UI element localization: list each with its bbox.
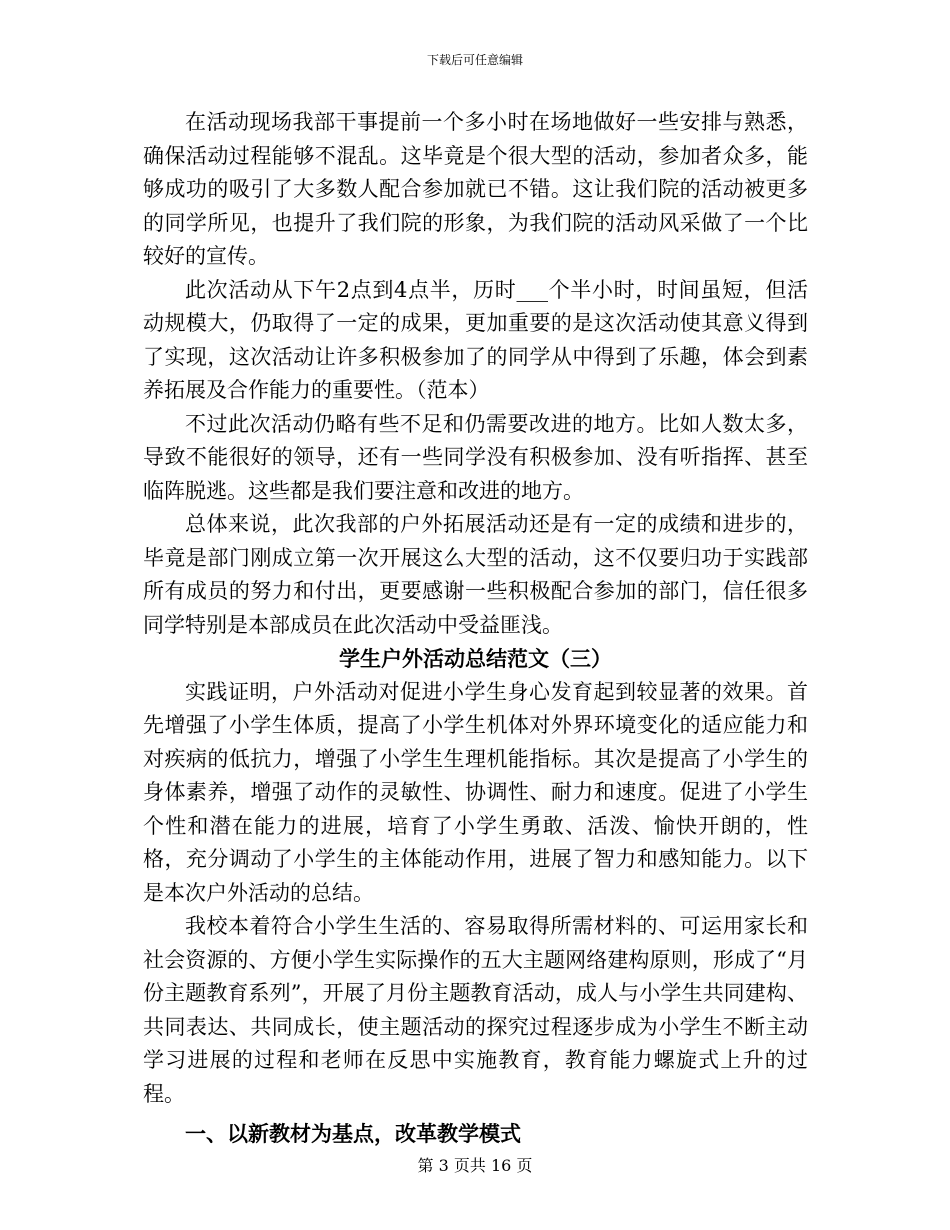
page-header: 下载后可任意编辑 bbox=[426, 53, 523, 67]
paragraph-4: 总体来说，此次我部的户外拓展活动还是有一定的成绩和进步的，毕竟是部门刚成立第一次开展这么大型的活动，这不仅要归功于实践部所有成员的努力和付出，更要感谢一些积极配合参加的部门，信任很多同学特别是本部成员在此次活动中受益匪浅。 bbox=[143, 512, 808, 637]
paragraph-5: 实践证明，户外活动对促进小学生身心发育起到较显著的效果。首先增强了小学生体质，提高了小学生机体对外界环境变化的适应能力和对疾病的低抗力，增强了小学生生理机能指标。其次是提高了小学生的身体素养，增强了动作的灵敏性、协调性、耐力和速度。促进了小学生个性和潜在能力的进展，培育了小学生勇敢、活泼、愉快开朗的，性格，充分调动了小学生的主体能动作用，进展了智力和感知能力。以下是本次户外活动的总结。 bbox=[143, 679, 808, 905]
section-heading: 学生户外活动总结范文（三） bbox=[339, 646, 612, 671]
page-footer: 第 3 页共 16 页 bbox=[417, 1156, 533, 1175]
paragraph-6: 我校本着符合小学生生活的、容易取得所需材料的、可运用家长和社会资源的、方便小学生实际操作的五大主题网络建构原则，形成了“月份主题教育系列”，开展了月份主题教育活动，成人与小学生共同建构、共同表达、共同成长，使主题活动的探究过程逐步成为小学生不断主动学习进展的过程和老师在反思中实施教育，教育能力螺旋式上升的过程。 bbox=[143, 914, 808, 1106]
paragraph-1: 在活动现场我部干事提前一个多小时在场地做好一些安排与熟悉，确保活动过程能够不混乱。这毕竟是个很大型的活动，参加者众多，能够成功的吸引了大多数人配合参加就已不错。这让我们院的活动被更多的同学所见，也提升了我们院的形象，为我们院的活动风采做了一个比较好的宣传。 bbox=[143, 110, 808, 268]
paragraph-2: 此次活动从下午2点到4点半，历时___个半小时，时间虽短，但活动规模大，仍取得了一定的成果，更加重要的是这次活动使其意义得到了实现，这次活动让许多积极参加了的同学从中得到了乐趣，体会到素养拓展及合作能力的重要性。（范本） bbox=[143, 277, 808, 402]
sub-heading: 一、以新教材为基点，改革教学模式 bbox=[185, 1121, 521, 1146]
document-body bbox=[143, 106, 808, 1151]
paragraph-3: 不过此次活动仍略有些不足和仍需要改进的地方。比如人数太多，导致不能很好的领导，还有一些同学没有积极参加、没有听指挥、甚至临阵脱逃。这些都是我们要注意和改进的地方。 bbox=[143, 411, 808, 503]
